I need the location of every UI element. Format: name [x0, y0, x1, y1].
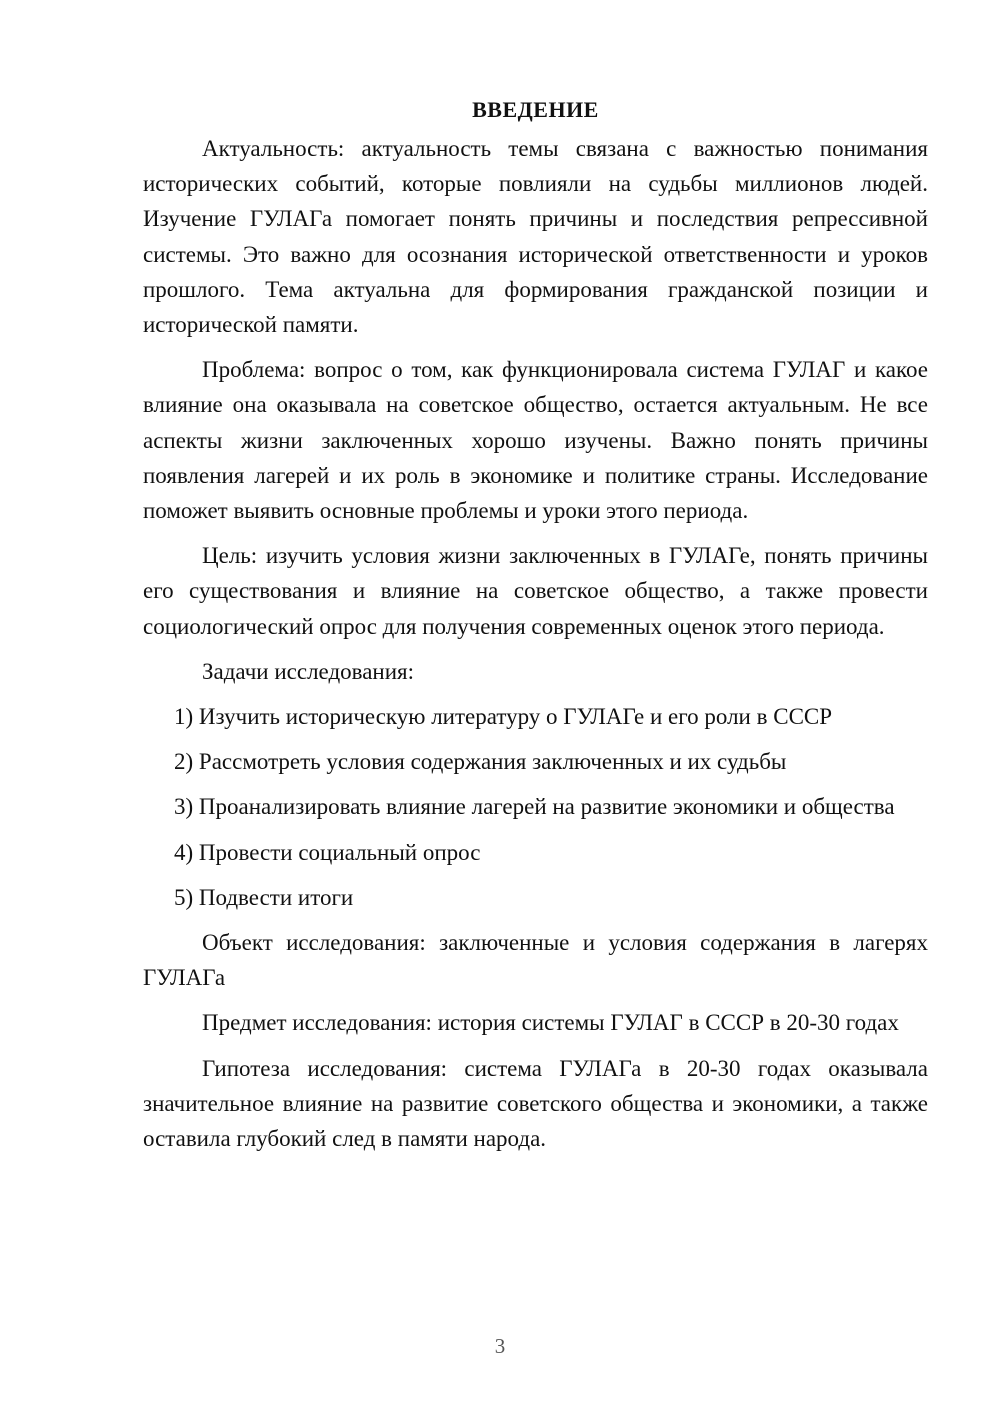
paragraph-subject: Предмет исследования: история системы ГУЛАГ в СССР в 20-30 годах — [202, 1010, 899, 1036]
task-item-4: 4) Провести социальный опрос — [174, 839, 481, 865]
paragraph-goal: Цель: изучить условия жизни заключенных в ГУЛАГе, понять причины его существования и влияние на советское общество, а также провести социологический опрос для получения современных оценок этого периода. — [143, 543, 928, 639]
task-item-2: 2) Рассмотреть условия содержания заключенных и их судьбы — [174, 749, 787, 775]
paragraph-tasks-heading: Задачи исследования: — [202, 658, 415, 684]
paragraph-object: Объект исследования: заключенные и условия содержания в лагерях ГУЛАГа — [143, 930, 928, 991]
paragraph-hypothesis: Гипотеза исследования: система ГУЛАГа в 20-30 годах оказывала значительное влияние на развитие советского общества и экономики, а также оставила глубокий след в памяти народа. — [143, 1055, 928, 1152]
paragraph-problem: Проблема: вопрос о том, как функционировала система ГУЛАГ и какое влияние она оказывала на советское общество, остается актуальным. Не все аспекты жизни заключенных хорошо изучены. Важно понять причины появления лагерей и их роль в экономике и политике страны. Исследование поможет выявить основные проблемы и уроки этого периода. — [143, 357, 928, 524]
task-item-1: 1) Изучить историческую литературу о ГУЛАГе и его роли в СССР — [174, 704, 833, 730]
paragraph-relevance: Актуальность: актуальность темы связана с важностью понимания исторических событий, которые повлияли на судьбы миллионов людей. Изучение ГУЛАГа помогает понять причины и последствия репрессивной системы. Это важно для осознания исторической ответственности и уроков прошлого. Тема актуальна для формирования гражданской позиции и исторической памяти. — [143, 136, 928, 338]
page-number: 3 — [494, 1334, 506, 1358]
task-item-5: 5) Подвести итоги — [174, 884, 354, 910]
task-item-3: 3) Проанализировать влияние лагерей на развитие экономики и общества — [174, 794, 895, 820]
page-content — [143, 92, 928, 1156]
section-title: ВВЕДЕНИЕ — [472, 97, 599, 122]
